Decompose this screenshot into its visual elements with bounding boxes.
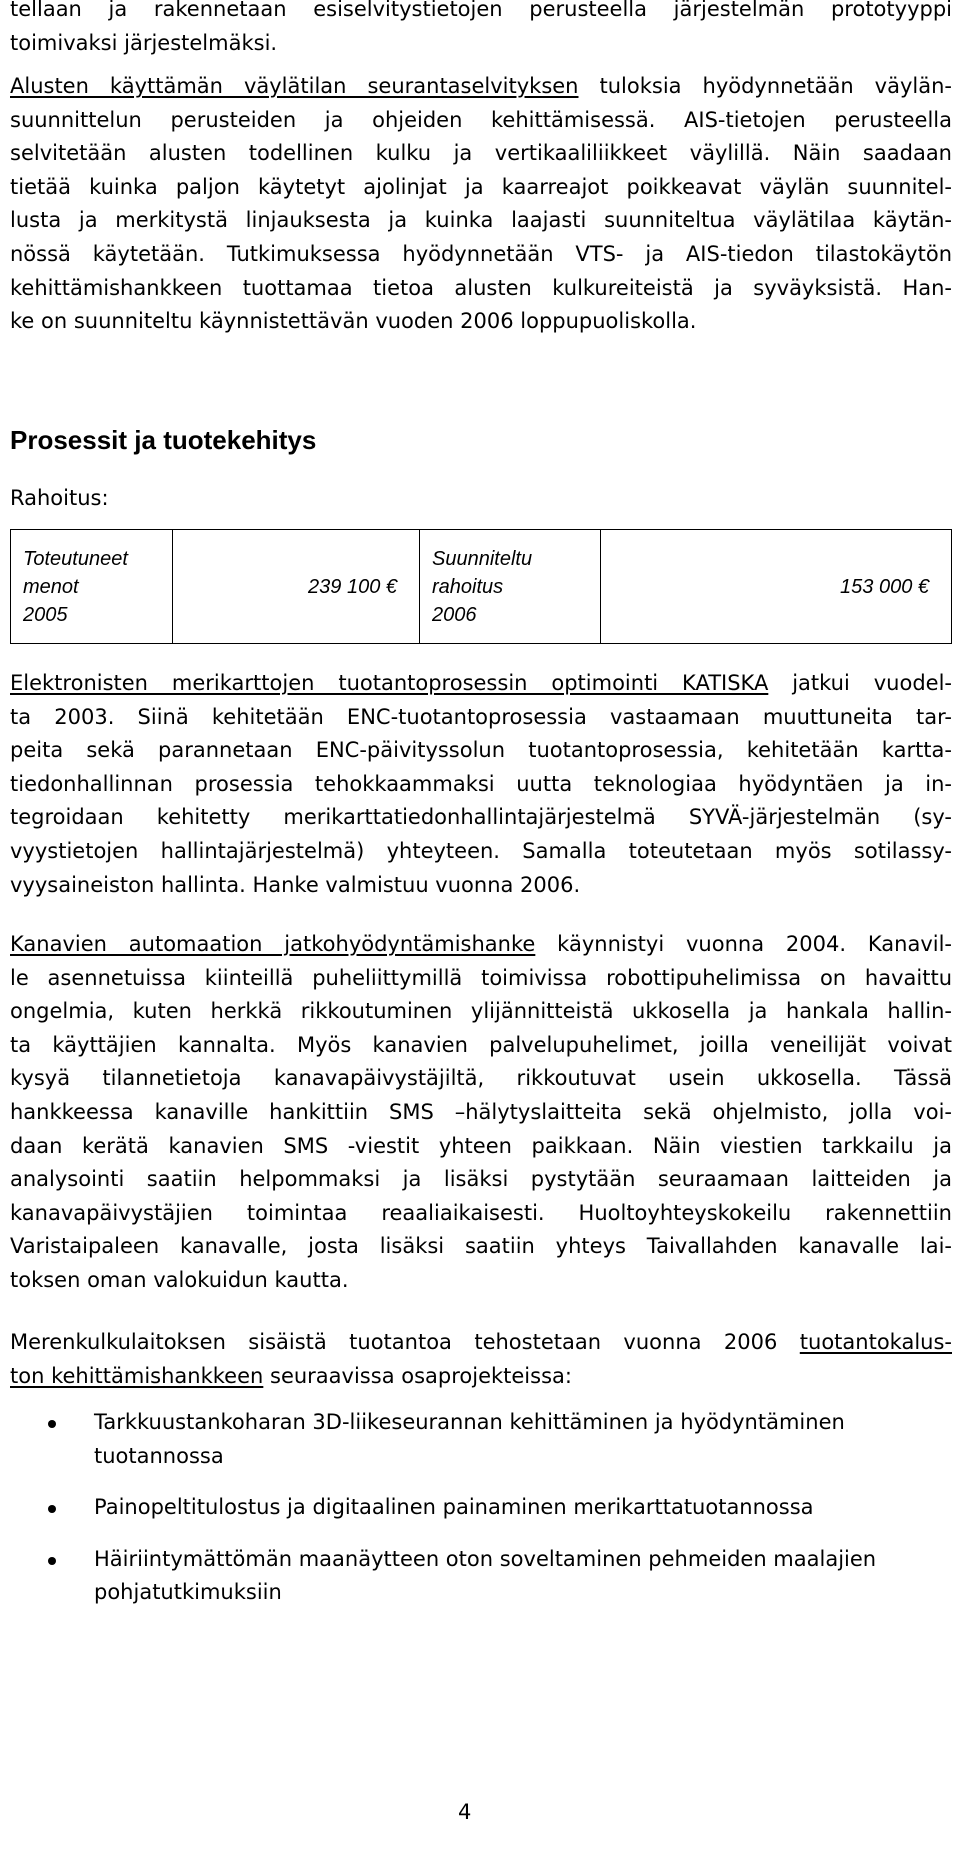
list-item: Painopeltitulostus ja digitaalinen painaminen merikarttatuotannossa xyxy=(10,1491,952,1525)
subproject-list xyxy=(10,1406,952,1628)
text-line: tellaan ja rakennetaan esiselvitystietojen perusteella järjestelmän prototyyppi xyxy=(10,0,952,21)
text-line: tietää kuinka paljon käytetyt ajolinjat ja kaarreajot poikkeavat väylän suunnitel- xyxy=(10,174,952,199)
production-paragraph xyxy=(10,1326,952,1393)
planned-funding-value: 153 000 € xyxy=(601,530,952,644)
text-line: nössä käytetään. Tutkimuksessa hyödynnetään VTS- ja AIS-tiedon tilastokäytön xyxy=(10,241,952,266)
text-line: tiedonhallinnan prosessia tehokkaammaksi uutta teknologiaa hyödyntäen ja in- xyxy=(10,771,952,796)
funding-table xyxy=(10,529,952,644)
text-line: ta 2003. Siinä kehitetään ENC-tuotantoprosessia vastaamaan muuttuneita tar- xyxy=(10,704,952,729)
text-line: kanavapäivystäjien toimintaa reaaliaikaisesti. Huoltoyhteyskokeilu rakennettiin xyxy=(10,1200,952,1225)
text-line: selvitetään alusten todellinen kulku ja vertikaaliliikkeet väylillä. Näin saadaan xyxy=(10,141,952,166)
text-line: vyysaineiston hallinta. Hanke valmistuu vuonna 2006. xyxy=(10,872,581,897)
text-line: hankkeessa kanaville hankittiin SMS –hälytyslaitteita sekä ohjelmisto, jolla voi- xyxy=(10,1099,952,1124)
realized-costs-label-cell: Toteutuneet menot 2005 xyxy=(11,530,173,644)
text-line: tegroidaan kehitetty merikarttatiedonhallintajärjestelmä SYVÄ-järjestelmän (sy- xyxy=(10,805,952,830)
bullet-icon xyxy=(48,1557,56,1565)
text-line: kysyä tilannetietoja kanavapäivystäjiltä, rikkoutuvat usein ukkosella. Tässä xyxy=(10,1066,952,1091)
text-line: suunnittelun perusteiden ja ohjeiden kehittämisessä. AIS-tietojen perusteella xyxy=(10,107,952,132)
text-line: peita sekä parannetaan ENC-päivityssolun tuotantoprosessia, kehitetään kartta- xyxy=(10,738,952,763)
fairway-study-link[interactable]: Alusten käyttämän väylätilan seurantaselvityksen xyxy=(10,74,579,98)
text-line: daan kerätä kanavien SMS -viestit yhteen paikkaan. Näin viestien tarkkailu ja xyxy=(10,1133,952,1158)
text-line: ongelmia, kuten herkkä rikkoutuminen ylijännitteistä ukkosella ja hankala hallin- xyxy=(10,999,952,1024)
page-number: 4 xyxy=(458,1800,472,1824)
realized-costs-value: 239 100 € xyxy=(173,530,420,644)
text-line: kehittämishankkeen tuottamaa tietoa alusten kulkureiteistä ja syväyksistä. Han- xyxy=(10,275,952,300)
text-line: ke on suunniteltu käynnistettävän vuoden 2006 loppupuoliskolla. xyxy=(10,309,697,334)
section-heading: Prosessit ja tuotekehitys xyxy=(10,425,317,455)
intro-paragraph-end xyxy=(10,0,952,60)
funding-label: Rahoitus: xyxy=(10,486,109,510)
katiska-project-link[interactable]: Elektronisten merikarttojen tuotantoprosessin optimointi KATISKA xyxy=(10,671,769,695)
production-project-link[interactable]: tuotantokalus- xyxy=(799,1330,952,1354)
planned-funding-label-cell: Suunniteltu rahoitus 2006 xyxy=(420,530,601,644)
text-line: Merenkulkulaitoksen sisäistä tuotantoa tehostetaan vuonna 2006 tuotantokalus- xyxy=(10,1330,952,1354)
text-line xyxy=(10,70,952,104)
text-line: lusta ja merkitystä linjauksesta ja kuinka laajasti suunniteltua väylätilaa käytän- xyxy=(10,208,952,233)
list-item: Häiriintymättömän maanäytteen oton soveltaminen pehmeiden maalajien pohjatutkimuksiin xyxy=(10,1543,952,1610)
text-line: ta käyttäjien kannalta. Myös kanavien palvelupuhelimet, joilla veneilijät voivat xyxy=(10,1032,952,1057)
fairway-paragraph xyxy=(10,70,952,339)
text-line: Kanavien automaation jatkohyödyntämishanke käynnistyi vuonna 2004. Kanavil- xyxy=(10,932,953,956)
canal-automation-link[interactable]: Kanavien automaation jatkohyödyntämishanke xyxy=(10,932,536,956)
canal-paragraph xyxy=(10,928,952,1298)
text-line: toimivaksi järjestelmäksi. xyxy=(10,30,278,55)
text-line: Elektronisten merikarttojen tuotantoprosessin optimointi KATISKA jatkui vuodel- xyxy=(10,671,952,695)
katiska-paragraph xyxy=(10,667,952,902)
text-line: Varistaipaleen kanavalle, josta lisäksi saatiin yhteys Taivallahden kanavalle lai- xyxy=(10,1234,952,1259)
text-line: analysointi saatiin helpommaksi ja lisäksi pystytään seuraamaan laitteiden ja xyxy=(10,1167,952,1192)
list-item: Tarkkuustankoharan 3D-liikeseurannan kehittäminen ja hyödyntäminen tuotannossa xyxy=(10,1406,952,1473)
bullet-icon xyxy=(48,1505,56,1513)
text-line: le asennetuissa kiinteillä puheliittymillä toimivissa robottipuhelimissa on havaittu xyxy=(10,965,952,990)
text-line: vyystietojen hallintajärjestelmä) yhteyteen. Samalla toteutetaan myös sotilassy- xyxy=(10,838,952,863)
text-line: toksen oman valokuidun kautta. xyxy=(10,1267,349,1292)
text-fragment: tuloksia hyödynnetään väylän- xyxy=(578,74,952,98)
bullet-icon xyxy=(48,1420,56,1428)
table-row xyxy=(11,530,952,644)
production-project-link[interactable]: ton kehittämishankkeen xyxy=(10,1363,264,1388)
text-line: ton kehittämishankkeen seuraavissa osaprojekteissa: xyxy=(10,1363,572,1388)
